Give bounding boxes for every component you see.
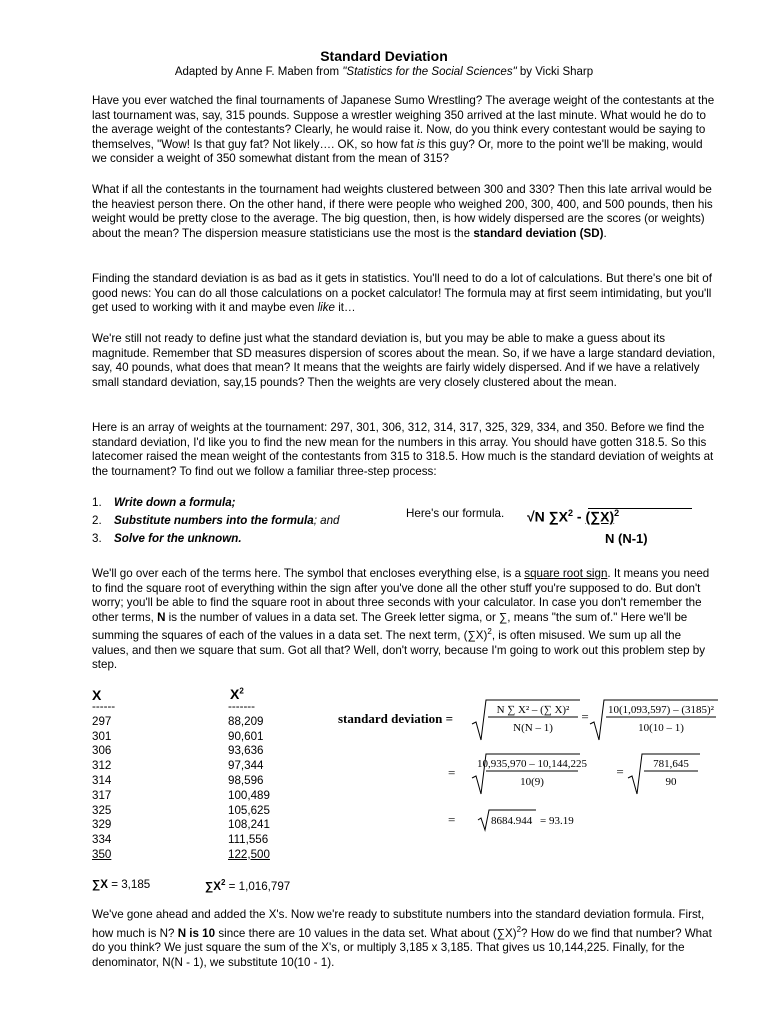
- x-value: 317: [92, 788, 112, 802]
- step-number: 1.: [92, 496, 102, 509]
- eq4-numerator: 781,645: [653, 758, 689, 770]
- x-column-header: X: [92, 687, 102, 703]
- p1-text-a: Have you ever watched the final tournaments of Japanese Sumo Wrestling? The average weight of the contestants at the last tournament was, say, 315 pounds. Suppose a wrestler weighing 350 arrived at the last minute. What would he do to the average weight of the contestants? Clearly, he would raise it. Now, do you think every contestant would be saying to themselves, "Wow! Is that guy fat? Not likely…. OK, so how fat: [92, 94, 715, 151]
- x-value: 350: [92, 847, 112, 861]
- eq4-denominator: 90: [665, 776, 677, 788]
- x-value: 306: [92, 744, 112, 758]
- p2-text-c: .: [603, 226, 607, 240]
- p7-text-c: since there are 10 values in the data set. What about (∑X): [215, 926, 517, 940]
- step-number: 3.: [92, 532, 102, 545]
- page-subtitle: [0, 66, 768, 78]
- x2-value: 108,241: [228, 818, 270, 832]
- eq3-denominator: 10(9): [520, 776, 544, 788]
- step-tail: ; and: [313, 514, 340, 527]
- p6-text-g: , is often misused. We sum up all the values, and then we square that sum. Got all that? Well, don't worry, because I'm going to work out this problem step by step.: [92, 629, 705, 672]
- p6-square-root-term: square root sign: [524, 567, 608, 580]
- formula-minus: -: [573, 508, 586, 525]
- formula-num-prefix: √N ∑X: [527, 508, 569, 525]
- p3-text-c: it…: [334, 301, 356, 315]
- eq2-denominator: 10(10 – 1): [638, 722, 684, 734]
- p7-sup: 2: [516, 924, 522, 934]
- subtitle-prefix: Adapted by Anne F. Maben from: [174, 66, 343, 78]
- formula-denominator: N (N-1): [605, 531, 648, 546]
- p2-term-sd: standard deviation (SD): [473, 226, 604, 240]
- x2-value: 88,209: [228, 714, 264, 728]
- step-number: 2.: [92, 514, 102, 527]
- sum-x2-sup: 2: [221, 878, 226, 887]
- p6-text-e: is the number of values in a data set. The Greek letter sigma, or ∑, means "the sum of." Here we'll be summing the squares of each of the values in a data set. The next term, (∑X): [92, 610, 688, 643]
- eq5-result: = 93.19: [540, 815, 574, 827]
- paragraph-4: [92, 332, 716, 390]
- x-column: [92, 700, 117, 863]
- x-value: 325: [92, 803, 112, 817]
- sum-x2: [205, 878, 290, 893]
- p1-text-c: this guy? Or, more to the point we'll be making, would we consider a weight of 350 somewhat distant from the mean of 315?: [92, 137, 703, 166]
- x-value: 301: [92, 729, 112, 743]
- x2-dash: -------: [228, 700, 256, 713]
- p1-emphasis: is: [416, 137, 426, 151]
- x-value: 312: [92, 759, 112, 773]
- x-value: 314: [92, 773, 112, 787]
- sum-x-value: = 3,185: [108, 878, 151, 891]
- formula-numerator: [527, 508, 619, 525]
- worked-equations: [470, 696, 720, 846]
- x-value: 297: [92, 714, 112, 728]
- eq-equals-1: =: [581, 709, 589, 724]
- p6-sup: 2: [487, 627, 492, 637]
- paragraph-2: [92, 183, 716, 241]
- p3-emphasis: like: [317, 301, 335, 315]
- paragraph-7: [92, 908, 716, 970]
- sum-x: [92, 878, 150, 891]
- p5-text: Here is an array of weights at the tournament: 297, 301, 306, 312, 314, 317, 325, 329, 334, and 350. Before we find the standard deviation, I'd like you to find the new mean for the numbers in this array. You should have gotten 318.5. So this latecomer raised the mean weight of the contestants from 315 to 318.5. How much is the standard deviation of weights at the tournament? To find out we follow a familiar three-step process:: [92, 421, 714, 478]
- subtitle-source: "Statistics for the Social Sciences": [342, 66, 517, 78]
- page-title: Standard Deviation: [320, 48, 448, 64]
- paragraph-5: [92, 421, 716, 479]
- x2-header-text: X: [230, 686, 240, 702]
- sd-label: standard deviation =: [338, 711, 454, 726]
- step-text: Solve for the unknown.: [114, 532, 242, 545]
- step-item: [92, 514, 339, 527]
- x2-value: 100,489: [228, 788, 270, 802]
- eq-row-3-equals: =: [448, 812, 456, 827]
- sum-x2-label: ∑X: [205, 879, 221, 893]
- p7-text-e: ? How do we find that number? What do you think? We just square the sum of the X's, or multiply 3,185 x 3,185. That gives us 10,144,225. Finally, for the denominator, N(N - 1), we substitute 10(10 - 1).: [92, 926, 712, 969]
- p6-term-n: N: [157, 610, 166, 624]
- paragraph-1: [92, 94, 716, 167]
- x2-value: 105,625: [228, 803, 270, 817]
- paragraph-6: [92, 567, 716, 673]
- x-dash: ------: [92, 700, 116, 713]
- formula-intro: Here's our formula.: [406, 507, 505, 520]
- p3-text-a: Finding the standard deviation is as bad as it gets in statistics. You'll need to do a lot of calculations. But there's one bit of good news: You can do all those calculations on a pocket calculator! The formula may at first seem intimidating, but you'll get used to working with it and maybe even: [92, 272, 712, 315]
- p7-text-a: We've gone ahead and added the X's. Now we're ready to substitute numbers into the standard deviation formula. First, how much is N?: [92, 908, 705, 940]
- eq3-numerator: 10,935,970 – 10,144,225: [477, 758, 587, 770]
- eq5-radicand: 8684.944: [491, 815, 533, 827]
- eq1-denominator: N(N – 1): [513, 722, 553, 734]
- p6-text-c: . It means you need to find the square root of everything within the sign after you've done all the other stuff you're supposed to do. But don't worry; you'll be able to find the square root in about three seconds with your calculator. In case you don't remember the other terms,: [92, 567, 710, 624]
- eq-equals-2: =: [616, 764, 624, 779]
- x-value: 329: [92, 818, 112, 832]
- x2-column: [228, 700, 270, 863]
- x2-value: 98,596: [228, 773, 264, 787]
- x2-value: 97,344: [228, 759, 264, 773]
- x2-value: 93,636: [228, 744, 264, 758]
- step-item: [92, 496, 236, 509]
- sum-x-label: ∑X: [92, 878, 108, 891]
- x2-value: 90,601: [228, 729, 264, 743]
- p2-text-a: What if all the contestants in the tournament had weights clustered between 300 and 330? Then this late arrival would be the heaviest person there. On the other hand, if there were people who weighed 200, 300, 400, and 500 pounds, then his weight would be pretty close to the average. The big question, then, is how widely dispersed are the scores (or weights) about the mean? The dispersion measure statisticians use the most is the: [92, 183, 713, 240]
- paragraph-3: [92, 272, 716, 316]
- formula-sup-1: 2: [568, 508, 574, 518]
- x2-value: 111,556: [228, 833, 269, 847]
- p6-text-a: We'll go over each of the terms here. The symbol that encloses everything else, is a: [92, 567, 525, 580]
- step-item: [92, 532, 242, 545]
- eq1-numerator: N ∑ X² – (∑ X)²: [496, 704, 570, 716]
- eq-row-2-equals: =: [448, 765, 456, 780]
- formula-sup-2: 2: [614, 508, 620, 518]
- eq2-numerator: 10(1,093,597) – (3185)²: [608, 704, 714, 716]
- sum-x2-value: = 1,016,797: [225, 879, 291, 893]
- subtitle-suffix: by Vicki Sharp: [516, 66, 594, 78]
- step-text: Substitute numbers into the formula: [114, 514, 314, 527]
- p7-term-n: N is 10: [177, 926, 216, 940]
- step-text: Write down a formula;: [114, 496, 236, 509]
- formula-paren: (∑X): [585, 508, 615, 525]
- p4-text: We're still not ready to define just what the standard deviation is, but you may be able to make a guess about its magnitude. Remember that SD measures dispersion of scores about the mean. So, if we have a large standard deviation, say, 40 pounds, what does that mean? It means that the weights are fairly widely dispersed. And if we have a relatively small standard deviation, say,15 pounds? Then the weights are very closely clustered about the mean.: [92, 332, 716, 389]
- x2-header-sup: 2: [239, 686, 244, 696]
- x2-value: 122,500: [228, 847, 270, 861]
- x-value: 334: [92, 833, 112, 847]
